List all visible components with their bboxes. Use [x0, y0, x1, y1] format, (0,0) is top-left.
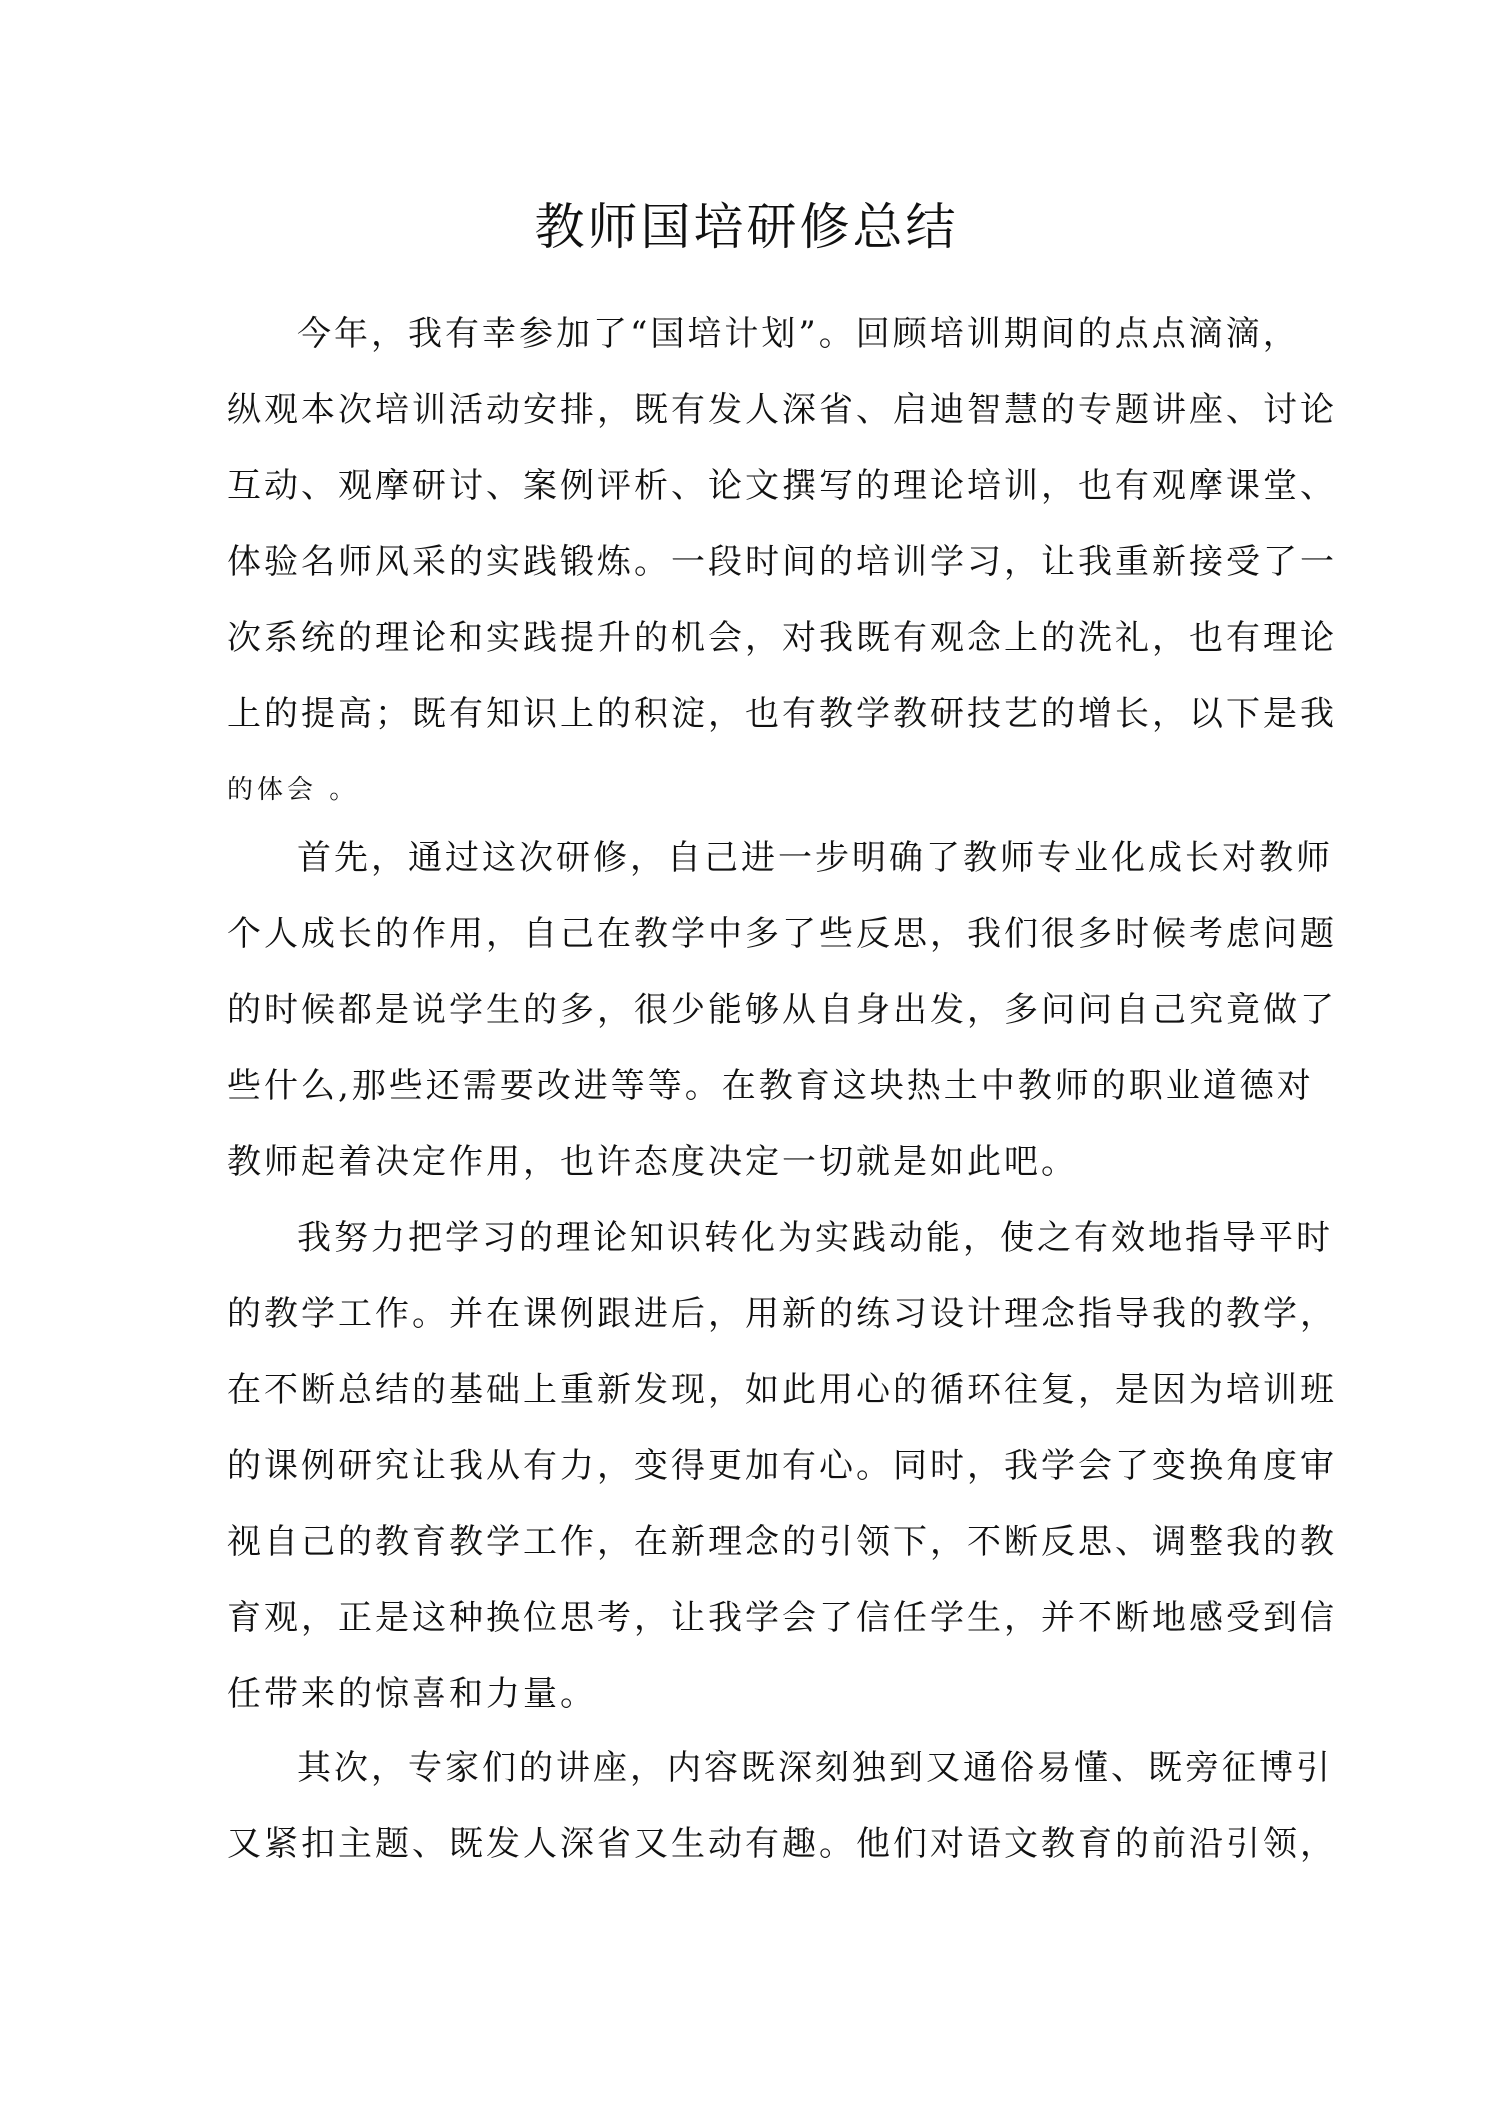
- text-line: 的时候都是说学生的多，很少能够从自身出发，多问问自己究竟做了: [227, 990, 1337, 1030]
- text-line: 的教学工作。并在课例跟进后，用新的练习设计理念指导我的教学，: [227, 1294, 1337, 1334]
- text-line: 任带来的惊喜和力量。: [227, 1674, 597, 1714]
- paragraph-4: [227, 1730, 1337, 1882]
- text-line: 教师起着决定作用，也许态度决定一切就是如此吧。: [227, 1142, 1078, 1182]
- text-line: 首先，通过这次研修，自己进一步明确了教师专业化成长对教师: [297, 838, 1333, 878]
- text-line: 视自己的教育教学工作，在新理念的引领下，不断反思、调整我的教: [227, 1522, 1337, 1562]
- text-line: 其次，专家们的讲座，内容既深刻独到又通俗易懂、既旁征博引: [297, 1748, 1333, 1788]
- text-line: 个人成长的作用，自己在教学中多了些反思，我们很多时候考虑问题: [227, 914, 1337, 954]
- text-line: 我努力把学习的理论知识转化为实践动能，使之有效地指导平时: [297, 1218, 1333, 1258]
- text-line: 体验名师风采的实践锻炼。一段时间的培训学习，让我重新接受了一: [227, 542, 1337, 582]
- paragraph-1: [227, 296, 1337, 828]
- text-line: 今年，我有幸参加了“国培计划”。回顾培训期间的点点滴滴，: [297, 314, 1300, 354]
- text-line: 育观，正是这种换位思考，让我学会了信任学生，并不断地感受到信: [227, 1598, 1337, 1638]
- text-line: 次系统的理论和实践提升的机会，对我既有观念上的洗礼，也有理论: [227, 618, 1337, 658]
- text-line: 些什么,那些还需要改进等等。在教育这块热土中教师的职业道德对: [227, 1066, 1314, 1106]
- text-line: 在不断总结的基础上重新发现，如此用心的循环往复，是因为培训班: [227, 1370, 1337, 1410]
- text-line: 纵观本次培训活动安排，既有发人深省、启迪智慧的专题讲座、讨论: [227, 390, 1337, 430]
- paragraph-3: [227, 1200, 1337, 1732]
- text-line: 的体会 。: [227, 775, 360, 805]
- text-line: 的课例研究让我从有力，变得更加有心。同时，我学会了变换角度审: [227, 1446, 1337, 1486]
- document-title: 教师国培研修总结: [534, 198, 959, 256]
- text-line: 互动、观摩研讨、案例评析、论文撰写的理论培训，也有观摩课堂、: [227, 466, 1337, 506]
- text-line: 又紧扣主题、既发人深省又生动有趣。他们对语文教育的前沿引领，: [227, 1824, 1337, 1864]
- paragraph-2: [227, 820, 1337, 1200]
- text-line: 上的提高；既有知识上的积淀，也有教学教研技艺的增长，以下是我: [227, 694, 1337, 734]
